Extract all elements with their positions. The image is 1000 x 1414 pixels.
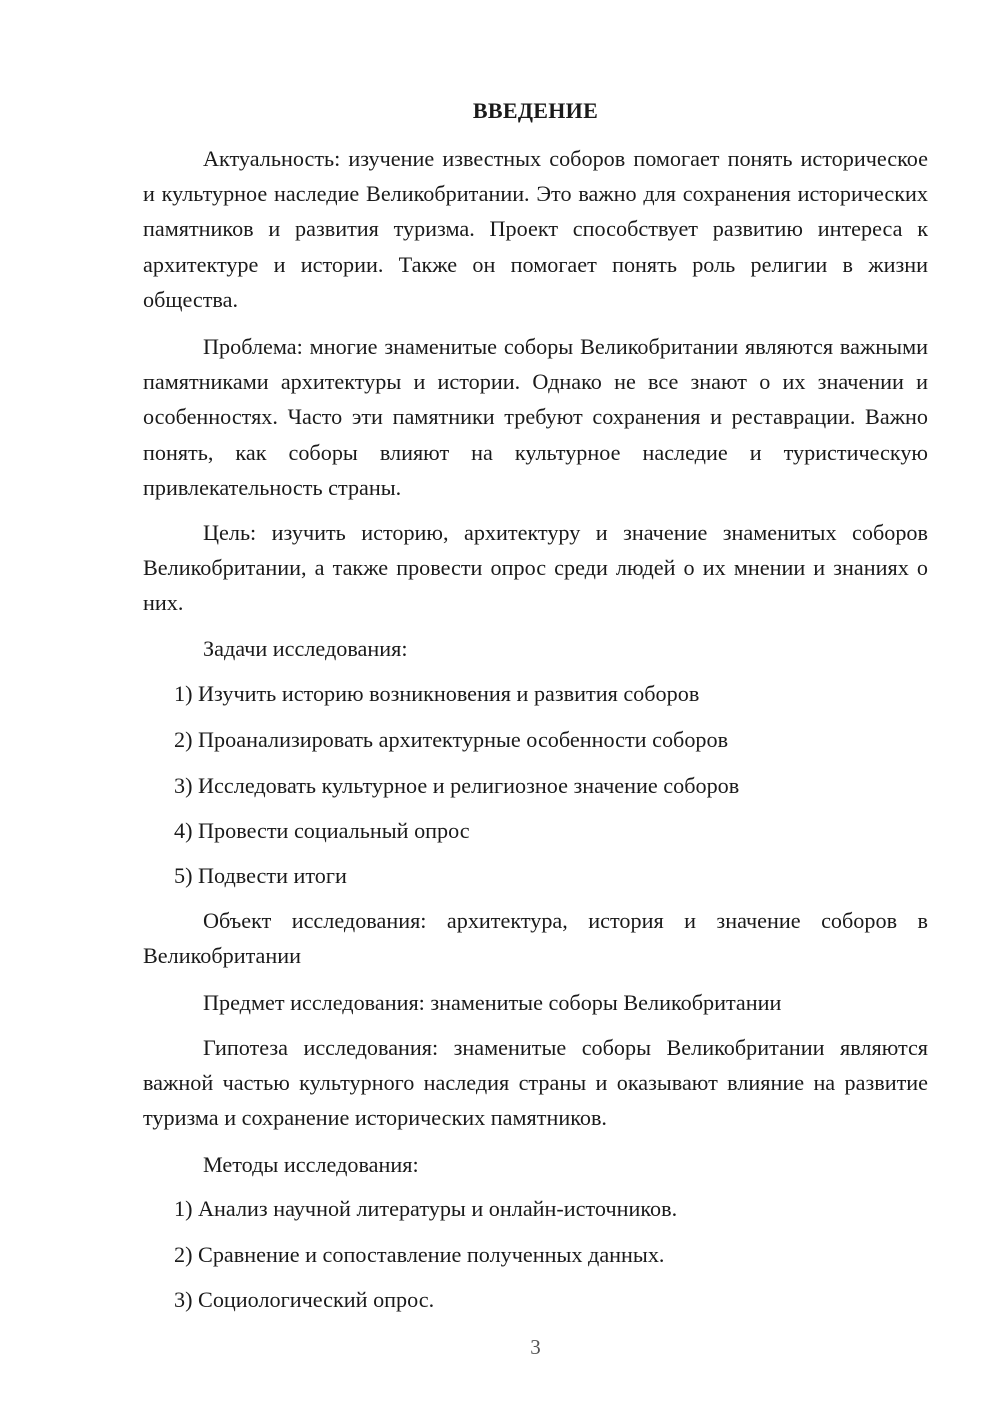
goal-paragraph: Цель: изучить историю, архитектуру и значение знаменитых соборов Великобритании, а также провести опрос среди людей о их мнении и знаниях о них.: [143, 520, 928, 616]
page-number: 3: [530, 1335, 541, 1359]
hypothesis-paragraph: Гипотеза исследования: знаменитые соборы Великобритании являются важной частью культурного наследия страны и оказывают влияние на развитие туризма и сохранение исторических памятников.: [143, 1035, 928, 1131]
task-item: 5) Подвести итоги: [174, 863, 347, 888]
method-item: 1) Анализ научной литературы и онлайн-источников.: [174, 1196, 678, 1221]
document-page: [143, 0, 928, 1414]
problem-paragraph: Проблема: многие знаменитые соборы Великобритании являются важными памятниками архитектуры и истории. Однако не все знают о их значении и особенностях. Часто эти памятники требуют сохранения и реставрации. Важно понять, как соборы влияют на культурное наследие и туристическую привлекательность страны.: [143, 334, 928, 500]
tasks-heading: Задачи исследования:: [203, 636, 408, 661]
method-item: 3) Социологический опрос.: [174, 1287, 435, 1312]
relevance-paragraph: Актуальность: изучение известных соборов помогает понять историческое и культурное наследие Великобритании. Это важно для сохранения исторических памятников и развития туризма. Проект способствует развитию интереса к архитектуре и истории. Также он помогает понять роль религии в жизни общества.: [143, 146, 928, 312]
task-item: 4) Провести социальный опрос: [174, 818, 470, 843]
subject-paragraph: Предмет исследования: знаменитые соборы Великобритании: [203, 990, 782, 1015]
task-item: 3) Исследовать культурное и религиозное значение соборов: [174, 773, 740, 798]
task-item: 2) Проанализировать архитектурные особенности соборов: [174, 727, 729, 752]
section-heading: ВВЕДЕНИЕ: [472, 98, 599, 123]
method-item: 2) Сравнение и сопоставление полученных данных.: [174, 1242, 665, 1267]
methods-heading: Методы исследования:: [203, 1152, 419, 1177]
task-item: 1) Изучить историю возникновения и развития соборов: [174, 681, 700, 706]
object-paragraph: Объект исследования: архитектура, история и значение соборов в Великобритании: [143, 908, 928, 969]
